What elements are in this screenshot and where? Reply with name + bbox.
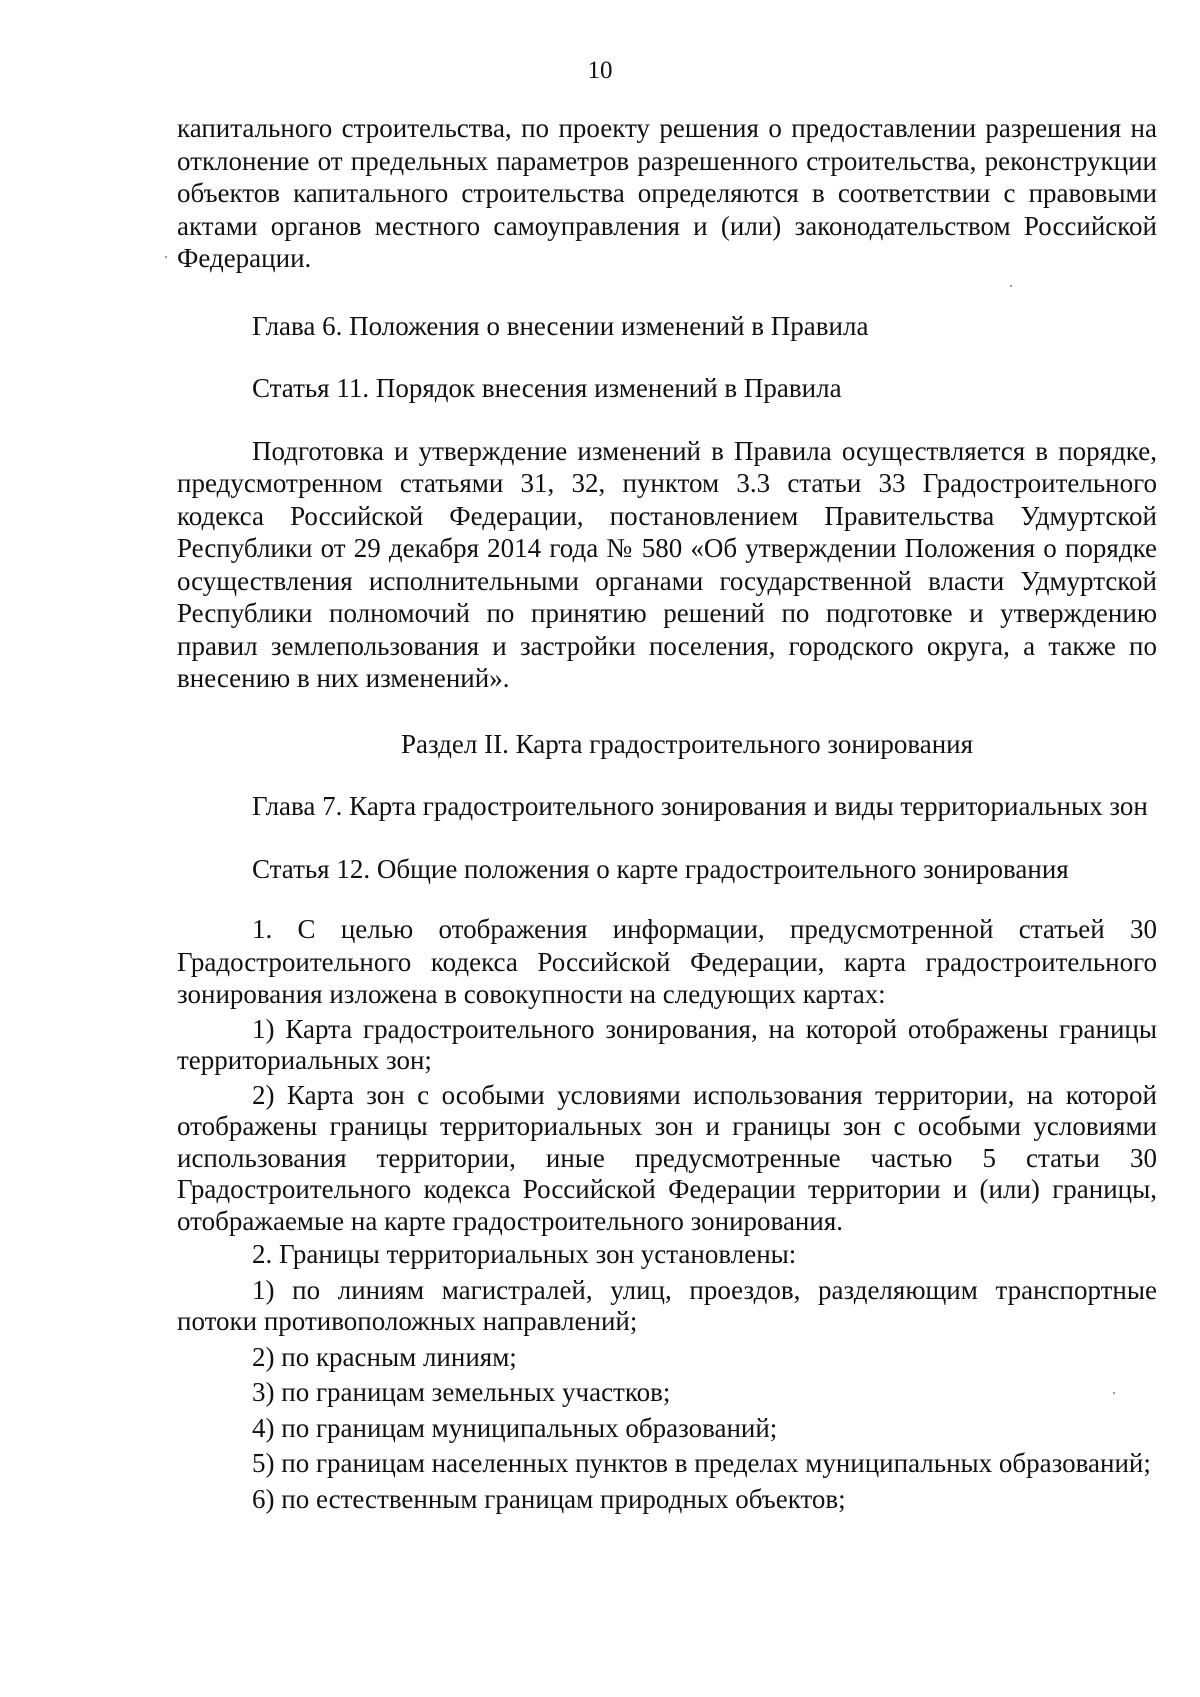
scan-speck xyxy=(1010,285,1012,287)
article-12-item: 4) по границам муниципальных образований; xyxy=(252,1412,778,1443)
article-12-item: 2. Границы территориальных зон установлены: xyxy=(252,1239,797,1269)
section-2-title: Раздел II. Карта градостроительного зонирования xyxy=(400,728,974,759)
article-11-title: Статья 11. Порядок внесения изменений в Правила xyxy=(252,373,842,403)
document-body xyxy=(177,112,1157,1515)
chapter-6-title: Глава 6. Положения о внесении изменений в Правила xyxy=(252,310,869,341)
article-11-text: Подготовка и утверждение изменений в Правила осуществляется в порядке, предусмотренном статьями 31, 32, пунктом 3.3 статьи 33 Градостроительного кодекса Российской Федерации, постановлением Правительства Удмуртской Республики от 29 декабря 2014 года № 580 «Об утверждении Положения о порядке осуществления исполнительными органами государственной власти Удмуртской Республики полномочий по принятию решений по подготовке и утверждению правил землепользования и застройки поселения, городского округа, а также по внесению в них изменений». xyxy=(177,435,1157,693)
article-12-item: 2) по красным линиям; xyxy=(252,1341,517,1372)
article-12-item: 1) Карта градостроительного зонирования, на которой отображены границы территориальных зон; xyxy=(177,1013,1157,1075)
scan-speck xyxy=(165,256,167,258)
article-12-item: 5) по границам населенных пунктов в пределах муниципальных образований; xyxy=(252,1448,1151,1478)
article-12-item: 6) по естественным границам природных объектов; xyxy=(252,1483,846,1514)
article-12-item: 3) по границам земельных участков; xyxy=(252,1377,671,1407)
chapter-7-title: Глава 7. Карта градостроительного зонирования и виды территориальных зон xyxy=(252,791,1148,821)
intro-paragraph: капитального строительства, по проекту решения о предоставлении разрешения на отклонение от предельных параметров разрешенного строительства, реконструкции объектов капитального строительства определяются в соответствии с правовыми актами органов местного самоуправления и (или) законодательством Российской Федерации. xyxy=(177,113,1157,273)
article-12-item: 2) Карта зон с особыми условиями использования территории, на которой отображены границы территориальных зон и границы зон с особыми условиями использования территории, иные предусмотренные частью 5 статьи 30 Градостроительного кодекса Российской Федерации территории и (или) границы, отображаемые на карте градостроительного зонирования. xyxy=(177,1079,1157,1236)
article-12-item: 1) по линиям магистралей, улиц, проездов, разделяющим транспортные потоки противоположных направлений; xyxy=(177,1274,1157,1336)
page-number: 10 xyxy=(587,57,613,84)
scan-speck xyxy=(1113,1392,1115,1394)
article-12-title: Статья 12. Общие положения о карте градостроительного зонирования xyxy=(252,853,1069,884)
article-12-item: 1. С целью отображения информации, предусмотренной статьей 30 Градостроительного кодекса Российской Федерации, карта градостроительного зонирования изложена в совокупности на следующих картах: xyxy=(177,914,1157,1009)
